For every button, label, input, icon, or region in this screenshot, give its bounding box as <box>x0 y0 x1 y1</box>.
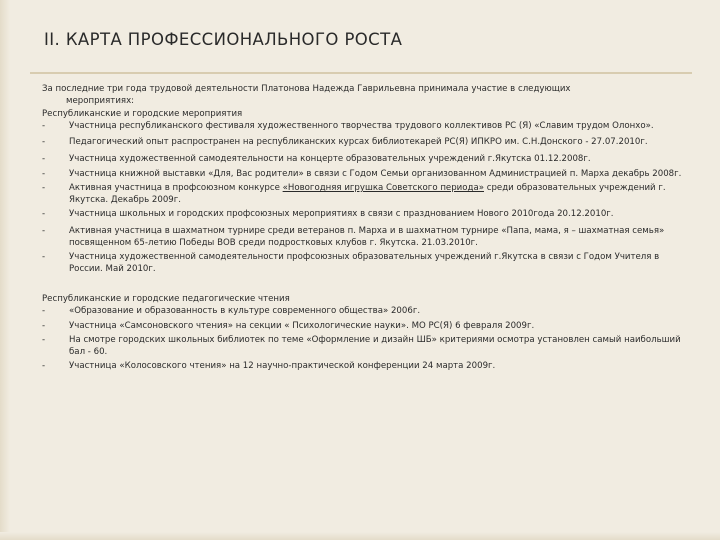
title-divider <box>30 72 692 74</box>
list-item-text: Участница художественной самодеятельности на концерте образовательных учреждений г.Якутска 01.12.2008г. <box>69 153 591 164</box>
bottom-frame-shadow <box>0 532 720 540</box>
list-item-text: Участница художественной самодеятельности профсоюзных образовательных учреждений г.Якутска в связи с Годом Учителя в России. Май 2010г. <box>69 252 660 274</box>
list-item <box>42 169 682 181</box>
section-spacer <box>42 280 682 294</box>
bullet-dash: - <box>42 305 46 316</box>
bullet-dash: - <box>42 137 46 148</box>
bullet-dash: - <box>42 225 46 236</box>
list-item <box>42 226 682 249</box>
bullet-dash: - <box>42 153 46 164</box>
list-item <box>42 252 682 275</box>
list-item-text: «Образование и образованность в культуре современного общества» 2006г. <box>69 305 421 316</box>
bullet-dash: - <box>42 252 46 263</box>
left-frame-shadow <box>0 0 10 540</box>
list-item-text-pre: Активная участница в профсоюзном конкурсе <box>69 183 283 194</box>
contest-name-link[interactable]: «Новогодняя игрушка Советского периода» <box>282 183 484 194</box>
bullet-dash: - <box>42 168 46 179</box>
list-item <box>42 306 682 318</box>
list-item-text: На смотре городских школьных библиотек по теме «Оформление и дизайн ШБ» критериями осмотра установлен самый наибольший бал - 60. <box>69 335 681 357</box>
list-item-text: Участница республиканского фестиваля художественного творчества трудового коллективов РС (Я) «Славим трудом Олонхо». <box>69 120 654 131</box>
bullet-dash: - <box>42 320 46 331</box>
list-item <box>42 209 682 221</box>
list-item-text-post: среди образовательных учреждений г. Якутска. Декабрь 2009г. <box>69 183 666 205</box>
document-body <box>42 84 682 376</box>
bullet-dash: - <box>42 209 46 220</box>
list-item <box>42 121 682 133</box>
bullet-dash: - <box>42 120 46 131</box>
list-item <box>42 183 682 206</box>
intro-line-1: За последние три года трудовой деятельности Платонова Надежда Гаврильевна принимала участие в следующих <box>42 84 571 94</box>
list-item <box>42 137 682 149</box>
list-item-text: Участница книжной выставки «Для, Вас родители» в связи с Годом Семьи организованном Администрацией п. Марха декабрь 2008г. <box>69 168 682 179</box>
list-item <box>42 321 682 333</box>
list-item <box>42 361 682 373</box>
bullet-dash: - <box>42 183 46 194</box>
list-item-text: Участница «Колосовского чтения» на 12 научно-практической конференции 24 марта 2009г. <box>69 361 496 372</box>
list-item-text: Активная участница в шахматном турнире среди ветеранов п. Марха и в шахматном турнире «Папа, мама, я – шахматная семья» посвященном 65-летию Победы ВОВ среди подростковых клубов г. Якутска. 21.03.2010г. <box>69 225 665 248</box>
page-title: II. КАРТА ПРОФЕССИОНАЛЬНОГО РОСТА <box>44 30 403 49</box>
section-heading-pedagogical-readings: Республиканские и городские педагогические чтения <box>42 294 290 305</box>
list-item-text: Участница школьных и городских профсоюзных мероприятиях в связи с празднованием Нового 2010года 20.12.2010г. <box>69 209 614 220</box>
list-item-text: Участница «Самсоновского чтения» на секции « Психологические науки». МО РС(Я) 6 февраля 2009г. <box>69 320 535 331</box>
bullet-dash: - <box>42 335 46 346</box>
list-item-text: Педагогический опыт распространен на республиканских курсах библиотекарей РС(Я) ИПКРО им. С.Н.Донского - 27.07.2010г. <box>69 137 648 148</box>
intro-paragraph <box>42 84 682 107</box>
intro-line-2: мероприятиях: <box>66 95 135 106</box>
list-item <box>42 154 682 166</box>
list-item <box>42 335 682 358</box>
section-heading-republic-city-events: Республиканские и городские мероприятия <box>42 109 243 120</box>
bullet-dash: - <box>42 361 46 372</box>
